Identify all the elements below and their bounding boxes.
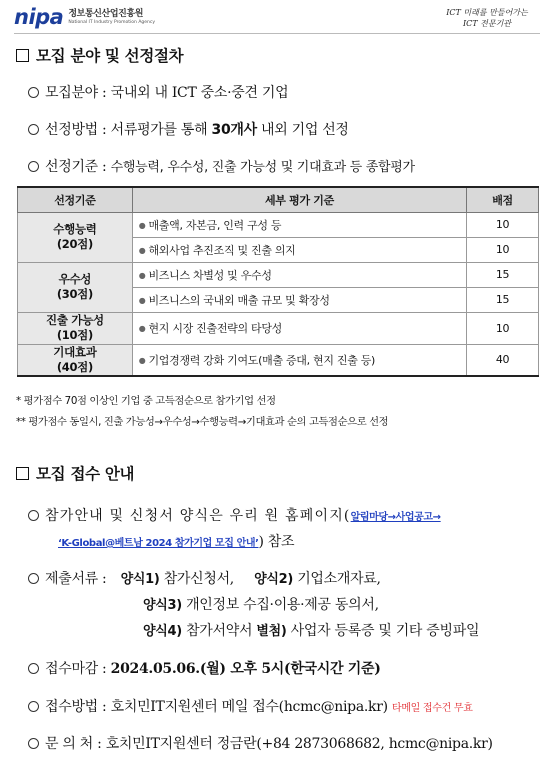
score-cell: 15 bbox=[467, 287, 539, 312]
table-header-row bbox=[18, 187, 539, 212]
slogan: ICT 미래를 만들어가는 ICT 전문기관 bbox=[446, 8, 528, 28]
documents-line: 제출서류 : 양식1) 참가신청서, 양식2) 기업소개자료, bbox=[28, 568, 381, 588]
logo-word: nipa bbox=[14, 5, 64, 29]
documents-line-2: 양식3) 개인정보 수집·이용·제공 동의서, bbox=[143, 597, 379, 613]
logo-korean-name: 정보통신산업진흥원 bbox=[68, 8, 144, 19]
col-header-criteria: 선정기준 bbox=[18, 187, 133, 212]
detail-cell: ● 비즈니스 차별성 및 우수성 bbox=[132, 262, 466, 287]
detail-cell: ● 현지 시장 진출전략의 타당성 bbox=[132, 312, 466, 344]
category-cell: 수행능력 (20점) bbox=[18, 212, 133, 262]
detail-cell: ● 비즈니스의 국내외 매출 규모 및 확장성 bbox=[132, 287, 466, 312]
homepage-link[interactable]: 알림마당→사업공고→ bbox=[350, 512, 441, 523]
circle-bullet-icon bbox=[28, 124, 39, 135]
circle-bullet-icon bbox=[28, 87, 39, 98]
header-divider bbox=[14, 33, 540, 34]
score-cell: 10 bbox=[467, 312, 539, 344]
footnote-2: ** 평가점수 동일시, 진출 가능성→우수성→수행능력→기대효과 순의 고득점순으로 선정 bbox=[16, 416, 389, 428]
score-cell: 10 bbox=[467, 212, 539, 237]
col-header-score: 배점 bbox=[467, 187, 539, 212]
score-cell: 15 bbox=[467, 262, 539, 287]
submission-method-line: 접수방법 : 호치민IT지원센터 메일 접수(hcmc@nipa.kr) 타메일 접수건 무효 bbox=[28, 696, 473, 716]
category-cell: 기대효과 (40점) bbox=[18, 344, 133, 376]
nipa-logo bbox=[14, 6, 155, 28]
score-cell: 40 bbox=[467, 344, 539, 376]
recruit-field-line: 모집분야 : 국내외 내 ICT 중소·중견 기업 bbox=[28, 82, 288, 102]
contact-line: 문 의 처 : 호치민IT지원센터 정금란(+84 2873068682, hcmc@nipa.kr) bbox=[28, 733, 493, 753]
category-cell: 진출 가능성 (10점) bbox=[18, 312, 133, 344]
deadline-line: 접수마감 : 2024.05.06.(월) 오후 5시(한국시간 기준) bbox=[28, 658, 381, 678]
circle-bullet-icon bbox=[28, 510, 39, 521]
score-cell: 10 bbox=[467, 237, 539, 262]
table-row bbox=[18, 262, 539, 287]
circle-bullet-icon bbox=[28, 161, 39, 172]
info-line: 참가안내 및 신청서 양식은 우리 원 홈페이지(알림마당→사업공고→ bbox=[28, 505, 441, 525]
checkbox-square-icon bbox=[16, 467, 29, 480]
circle-bullet-icon bbox=[28, 573, 39, 584]
table-row bbox=[18, 212, 539, 237]
col-header-details: 세부 평가 기준 bbox=[132, 187, 466, 212]
table-row bbox=[18, 344, 539, 376]
footnote-1: * 평가점수 70점 이상인 기업 중 고득점순으로 참가기업 선정 bbox=[16, 395, 276, 407]
section-title-recruitment: 모집 분야 및 선정절차 bbox=[16, 44, 183, 66]
table-row bbox=[18, 312, 539, 344]
notice-link[interactable]: ‘K-Global@베트남 2024 참가기업 모집 안내’ bbox=[58, 538, 259, 549]
selection-criteria-line: 선정기준 : 수행능력, 우수성, 진출 가능성 및 기대효과 등 종합평가 bbox=[28, 156, 415, 176]
evaluation-criteria-table bbox=[17, 186, 539, 377]
warning-text: 타메일 접수건 무효 bbox=[391, 703, 473, 714]
detail-cell: ● 기업경쟁력 강화 기여도(매출 증대, 현지 진출 등) bbox=[132, 344, 466, 376]
info-line-2: ‘K-Global@베트남 2024 참가기업 모집 안내’) 참조 bbox=[58, 534, 295, 550]
section-title-application: 모집 접수 안내 bbox=[16, 462, 134, 484]
checkbox-square-icon bbox=[16, 49, 29, 62]
circle-bullet-icon bbox=[28, 663, 39, 674]
logo-english-name: National IT Industry Promotion Agency bbox=[68, 19, 156, 25]
category-cell: 우수성 (30점) bbox=[18, 262, 133, 312]
circle-bullet-icon bbox=[28, 738, 39, 749]
detail-cell: ● 해외사업 추진조직 및 진출 의지 bbox=[132, 237, 466, 262]
detail-cell: ● 매출액, 자본금, 인력 구성 등 bbox=[132, 212, 466, 237]
documents-line-3: 양식4) 참가서약서 별첨) 사업자 등록증 및 기타 증빙파일 bbox=[143, 623, 480, 639]
selection-method-line: 선정방법 : 서류평가를 통해 30개사 내외 기업 선정 bbox=[28, 119, 349, 139]
circle-bullet-icon bbox=[28, 701, 39, 712]
